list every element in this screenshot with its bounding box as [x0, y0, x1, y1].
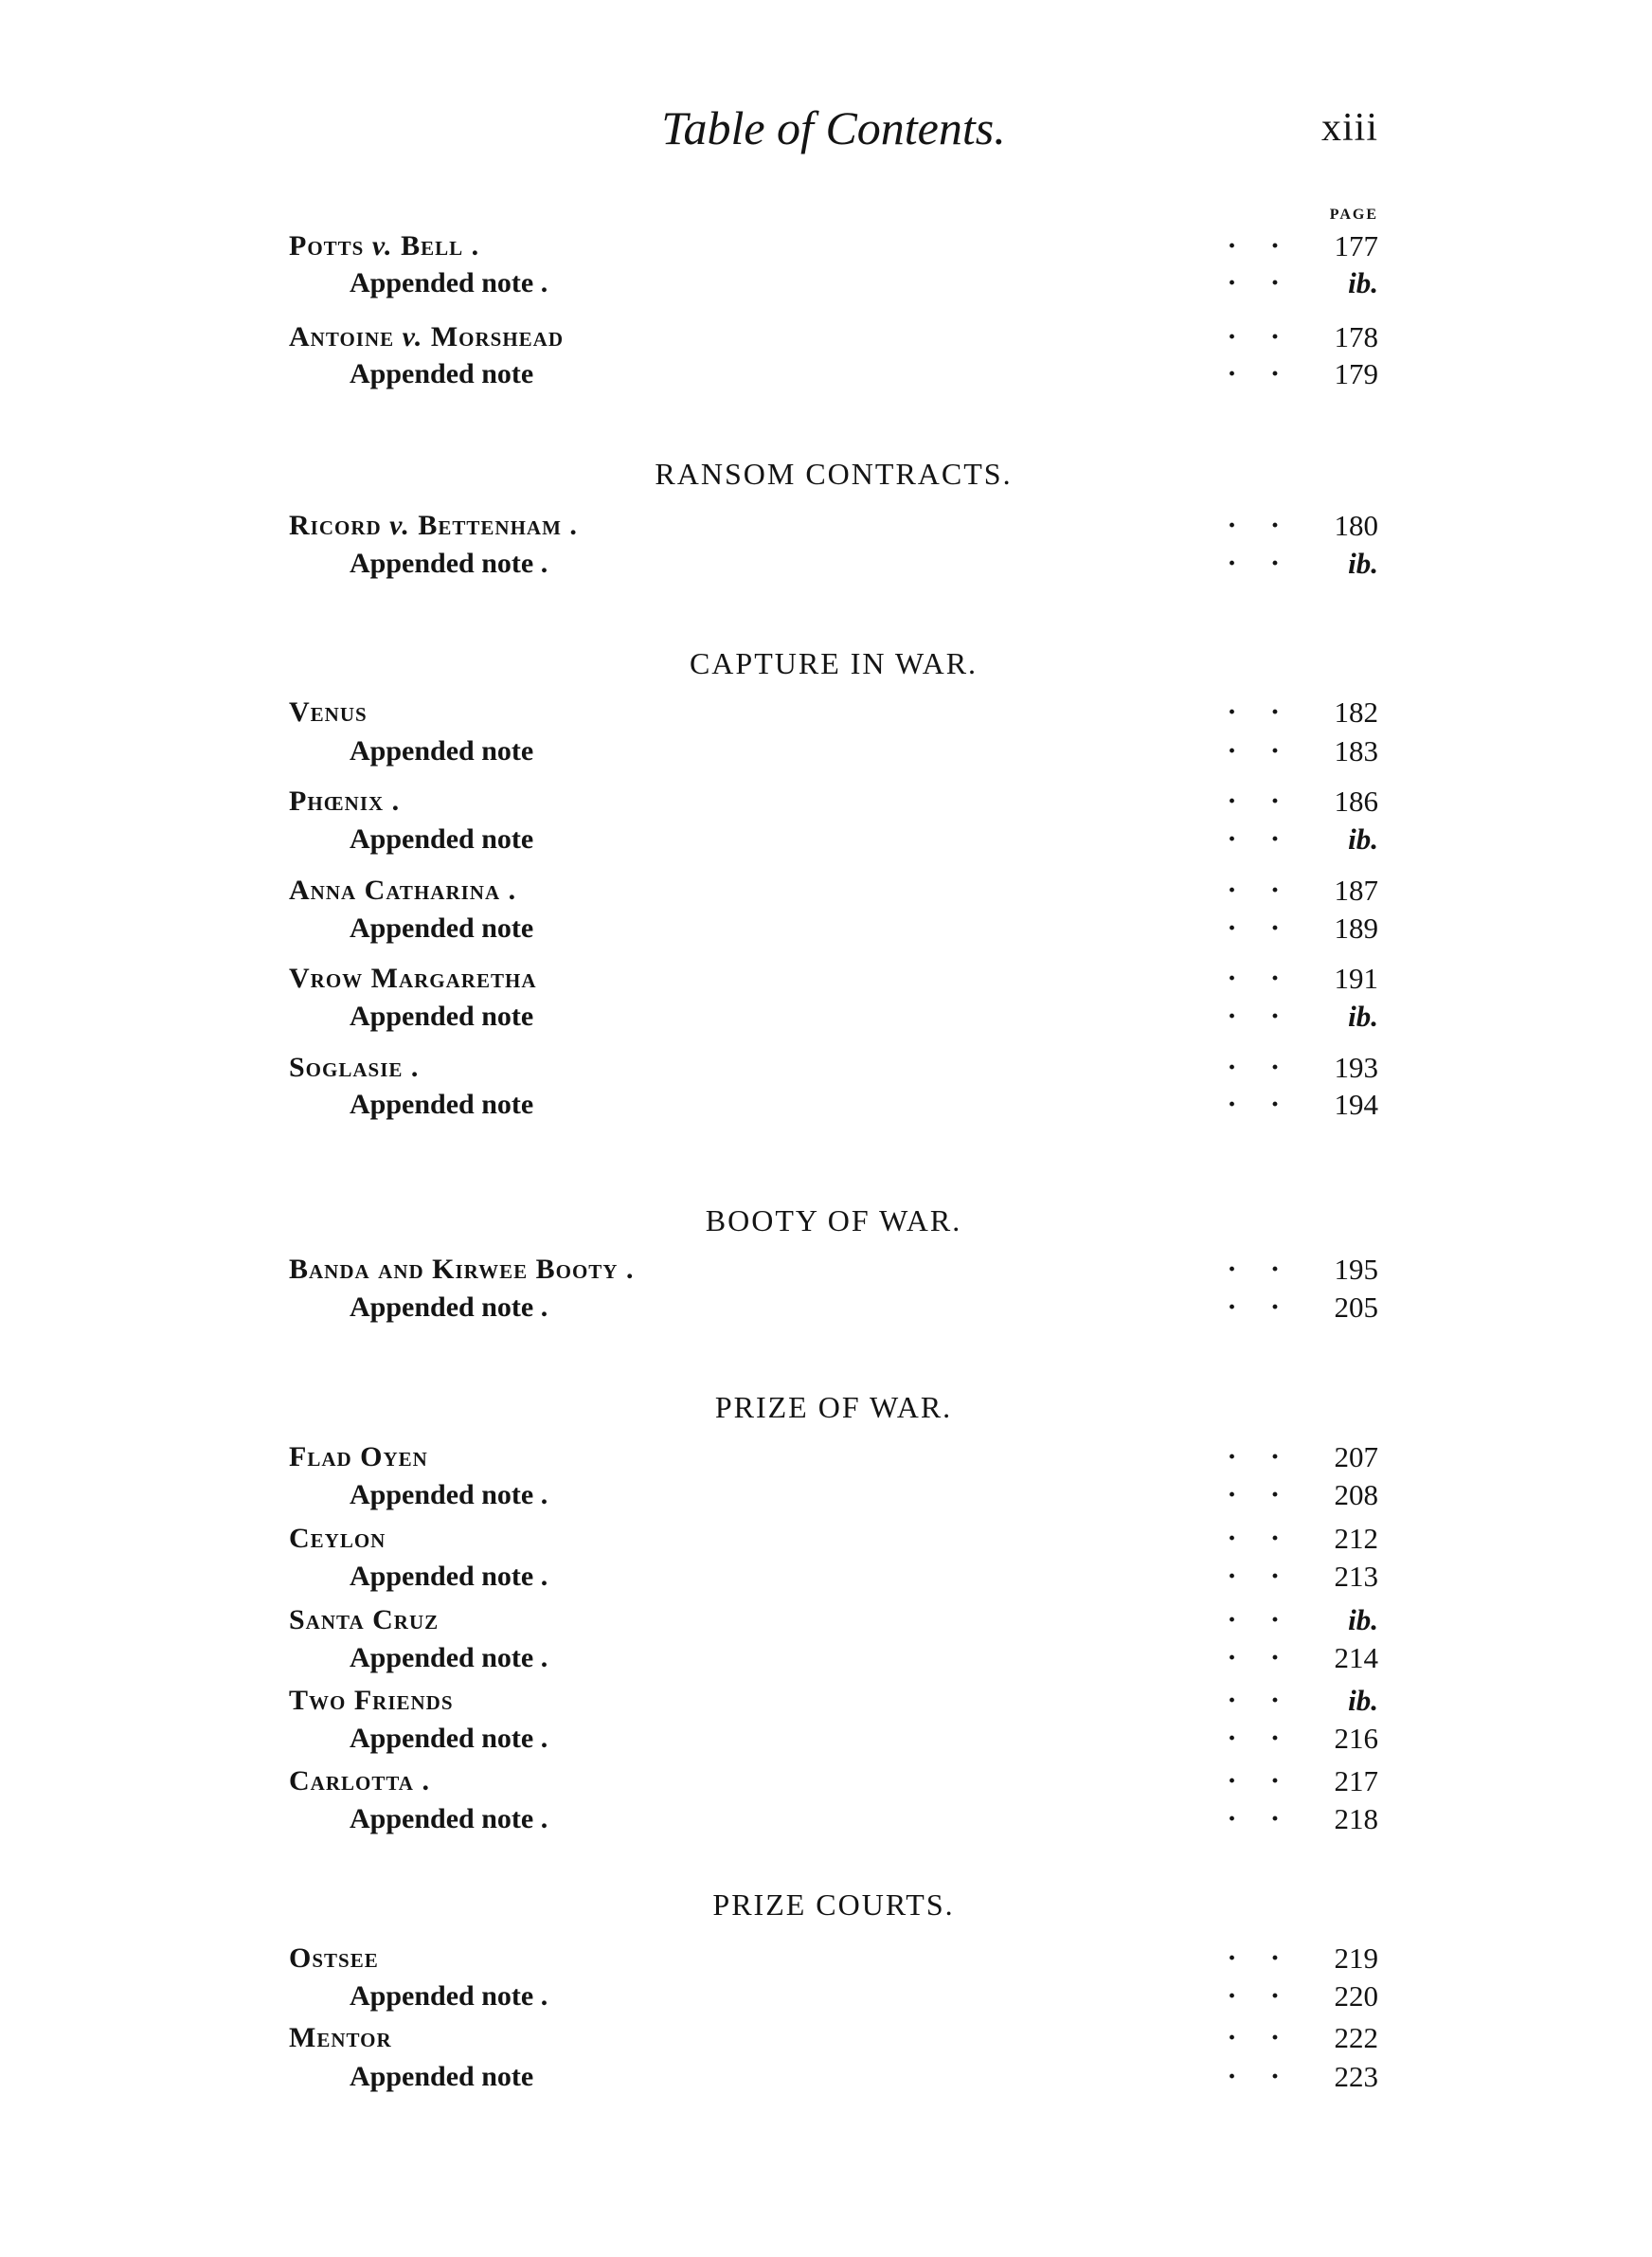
leader-dots: · ·: [1227, 1001, 1293, 1032]
entry-title: Appended note: [350, 2061, 534, 2092]
entry-title: Appended note .: [350, 267, 548, 298]
entry-title: Two Friends: [289, 1685, 454, 1716]
page-column-label: PAGE: [1329, 207, 1378, 223]
page-reference: 216: [1334, 1722, 1378, 1755]
entry-title: Ostsee: [289, 1942, 379, 1974]
toc-case-entry: [289, 1438, 1378, 1476]
toc-note-entry: [289, 1639, 1378, 1677]
entry-title: Venus: [289, 696, 368, 728]
entry-title: Appended note .: [350, 1479, 548, 1510]
page-reference: 191: [1334, 962, 1378, 995]
toc-note-entry: [289, 998, 1378, 1036]
toc-note-entry: [289, 264, 1378, 302]
leader-dots: · ·: [1227, 1942, 1293, 1974]
page-reference: 180: [1334, 509, 1378, 542]
page-reference: 220: [1334, 1979, 1378, 2013]
toc-case-entry: [289, 1762, 1378, 1800]
page-reference: 205: [1334, 1291, 1378, 1324]
leader-dots: · ·: [1227, 963, 1293, 994]
toc-note-entry: [289, 1476, 1378, 1514]
leader-dots: · ·: [1227, 912, 1293, 944]
leader-dots: · ·: [1227, 267, 1293, 298]
page-reference: 183: [1334, 734, 1378, 767]
leader-dots: · ·: [1227, 1685, 1293, 1716]
page-reference: 194: [1334, 1088, 1378, 1121]
toc-case-entry: [289, 783, 1378, 821]
page-reference: 179: [1334, 357, 1378, 390]
entry-title: Antoine v. Morshead: [289, 321, 565, 352]
leader-dots: · ·: [1227, 1980, 1293, 2012]
toc-case-entry: [289, 694, 1378, 731]
page-reference: 219: [1334, 1941, 1378, 1975]
page-reference: 223: [1334, 2060, 1378, 2093]
page-reference: 193: [1334, 1051, 1378, 1084]
page-header: [289, 95, 1378, 161]
toc-case-entry: [289, 507, 1378, 545]
leader-dots: · ·: [1227, 1052, 1293, 1083]
page-reference: ib.: [1348, 1684, 1378, 1717]
toc-note-entry: [289, 1558, 1378, 1596]
entry-title: Vrow Margaretha: [289, 963, 537, 994]
entry-title: Ricord v. Bettenham .: [289, 510, 578, 541]
page-reference: 195: [1334, 1253, 1378, 1286]
entry-title: Appended note: [350, 823, 534, 855]
entry-title: Anna Catharina .: [289, 875, 517, 906]
toc-case-entry: [289, 1251, 1378, 1289]
page-reference: 187: [1334, 874, 1378, 907]
leader-dots: · ·: [1227, 1089, 1293, 1120]
leader-dots: · ·: [1227, 1765, 1293, 1797]
leader-dots: · ·: [1227, 321, 1293, 352]
leader-dots: · ·: [1227, 696, 1293, 728]
entry-title: Appended note: [350, 912, 534, 944]
entry-title: Appended note .: [350, 548, 548, 579]
page-reference: 207: [1334, 1440, 1378, 1473]
leader-dots: · ·: [1227, 1441, 1293, 1472]
page-reference: 212: [1334, 1522, 1378, 1555]
toc-case-entry: [289, 1601, 1378, 1639]
toc-case-entry: [289, 2019, 1378, 2057]
toc-case-entry: [289, 872, 1378, 910]
section-heading: BOOTY OF WAR.: [705, 1203, 962, 1237]
page-reference: 186: [1334, 785, 1378, 818]
page-reference: ib.: [1348, 1000, 1378, 1033]
leader-dots: · ·: [1227, 1479, 1293, 1510]
entry-title: Potts v. Bell .: [289, 230, 480, 262]
entry-title: Appended note: [350, 358, 534, 389]
leader-dots: · ·: [1227, 785, 1293, 817]
leader-dots: · ·: [1227, 1291, 1293, 1323]
toc-note-entry: [289, 732, 1378, 770]
leader-dots: · ·: [1227, 1803, 1293, 1834]
toc-note-entry: [289, 1977, 1378, 2015]
toc-note-entry: [289, 821, 1378, 858]
entry-title: Ceylon: [289, 1523, 386, 1554]
page-reference: ib.: [1348, 266, 1378, 299]
leader-dots: · ·: [1227, 1723, 1293, 1754]
toc-case-entry: [289, 318, 1378, 356]
entry-title: Appended note .: [350, 1642, 548, 1673]
leader-dots: · ·: [1227, 1523, 1293, 1554]
page-reference: 182: [1334, 695, 1378, 729]
toc-note-entry: [289, 545, 1378, 583]
entry-title: Banda and Kirwee Booty .: [289, 1254, 635, 1285]
section-heading: RANSOM CONTRACTS.: [655, 457, 1013, 491]
toc-case-entry: [289, 1940, 1378, 1977]
entry-title: Appended note .: [350, 1803, 548, 1834]
page-reference: ib.: [1348, 822, 1378, 856]
leader-dots: · ·: [1227, 230, 1293, 262]
page-reference: 218: [1334, 1802, 1378, 1835]
entry-title: Appended note: [350, 735, 534, 767]
toc-case-entry: [289, 227, 1378, 265]
leader-dots: · ·: [1227, 2061, 1293, 2092]
entry-title: Appended note .: [350, 1291, 548, 1323]
section-heading: CAPTURE IN WAR.: [689, 646, 979, 680]
toc-case-entry: [289, 1049, 1378, 1087]
toc-case-entry: [289, 960, 1378, 998]
entry-title: Appended note .: [350, 1980, 548, 2012]
leader-dots: · ·: [1227, 1642, 1293, 1673]
page-reference: 208: [1334, 1478, 1378, 1511]
leader-dots: · ·: [1227, 1561, 1293, 1592]
leader-dots: · ·: [1227, 1604, 1293, 1635]
entry-title: Mentor: [289, 2022, 392, 2053]
toc-case-entry: [289, 1520, 1378, 1558]
entry-title: Phœnix .: [289, 785, 401, 817]
toc-note-entry: [289, 1289, 1378, 1327]
page-reference: 177: [1334, 229, 1378, 262]
toc-note-entry: [289, 1720, 1378, 1758]
entry-title: Soglasie .: [289, 1052, 420, 1083]
page-reference: ib.: [1348, 1603, 1378, 1636]
page-reference: 222: [1334, 2021, 1378, 2054]
entry-title: Appended note .: [350, 1723, 548, 1754]
leader-dots: · ·: [1227, 875, 1293, 906]
leader-dots: · ·: [1227, 358, 1293, 389]
page-reference: ib.: [1348, 547, 1378, 580]
toc-note-entry: [289, 1086, 1378, 1124]
page-reference: 189: [1334, 912, 1378, 945]
toc-note-entry: [289, 1800, 1378, 1838]
page-reference: 217: [1334, 1764, 1378, 1797]
leader-dots: · ·: [1227, 735, 1293, 767]
leader-dots: · ·: [1227, 1254, 1293, 1285]
leader-dots: · ·: [1227, 548, 1293, 579]
entry-title: Carlotta .: [289, 1765, 430, 1797]
entry-title: Appended note: [350, 1089, 534, 1120]
toc-page: [289, 0, 1378, 2257]
entry-title: Santa Cruz: [289, 1604, 440, 1635]
entry-title: Appended note .: [350, 1561, 548, 1592]
page-number: xiii: [1320, 106, 1378, 150]
toc-case-entry: [289, 1682, 1378, 1720]
page-reference: 214: [1334, 1641, 1378, 1674]
toc-note-entry: [289, 2058, 1378, 2096]
page-title: Table of Contents.: [661, 101, 1006, 154]
entry-title: Appended note: [350, 1001, 534, 1032]
section-heading: PRIZE COURTS.: [712, 1887, 955, 1922]
leader-dots: · ·: [1227, 510, 1293, 541]
entry-title: Flad Oyen: [289, 1441, 428, 1472]
toc-note-entry: [289, 355, 1378, 393]
page-reference: 213: [1334, 1560, 1378, 1593]
page-reference: 178: [1334, 320, 1378, 353]
leader-dots: · ·: [1227, 2022, 1293, 2053]
leader-dots: · ·: [1227, 823, 1293, 855]
toc-note-entry: [289, 910, 1378, 948]
section-heading: PRIZE OF WAR.: [714, 1390, 953, 1424]
